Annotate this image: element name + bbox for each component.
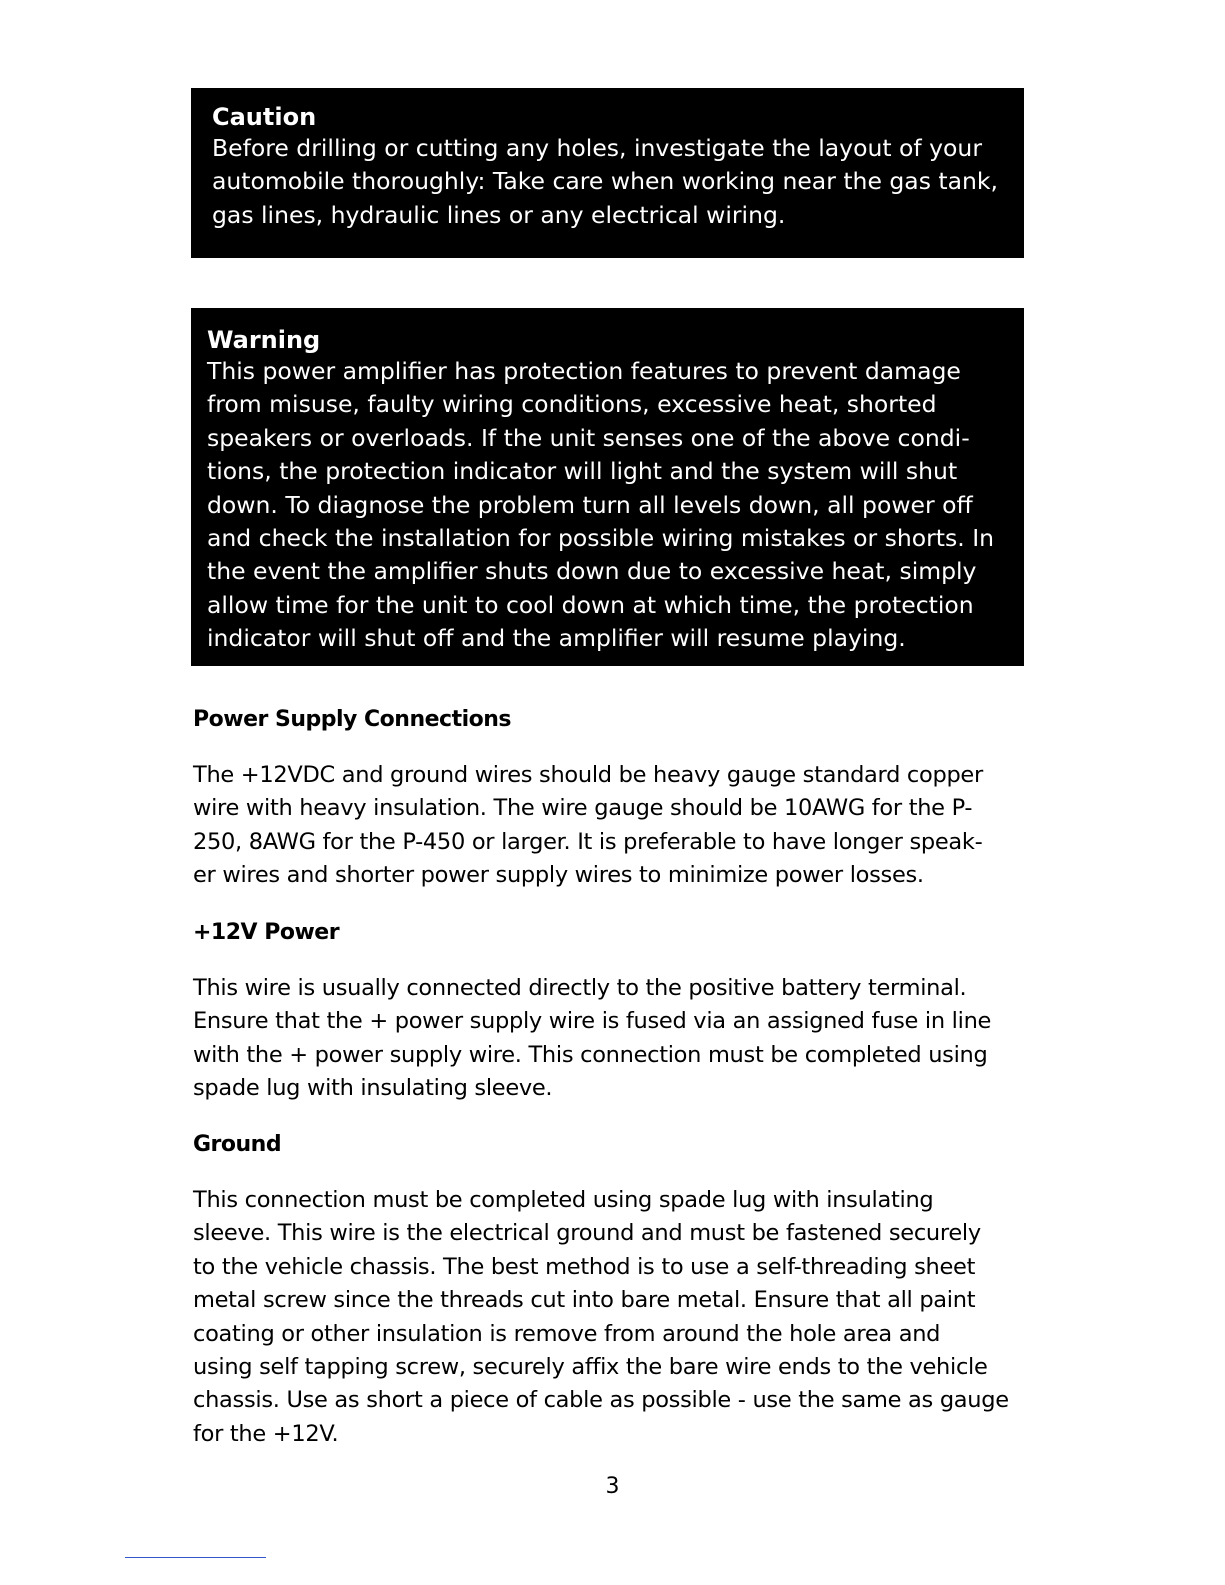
caution-title: Caution [212, 103, 317, 131]
warning-text [207, 355, 1024, 656]
text-line: the event the amplifier shuts down due to excessive heat, simply [207, 557, 977, 586]
section-heading: +12V Power [193, 920, 340, 945]
text-line: 250, 8AWG for the P-450 or larger. It is preferable to have longer speak- [193, 828, 983, 855]
text-line: Ensure that the + power supply wire is fused via an assigned fuse in line [193, 1008, 992, 1035]
text-line: tions, the protection indicator will light and the system will shut [207, 457, 958, 486]
section-body [193, 1184, 1033, 1451]
page-number: 3 [605, 1474, 620, 1499]
text-line: The +12VDC and ground wires should be heavy gauge standard copper [193, 762, 983, 788]
text-line: Before drilling or cutting any holes, investigate the layout of your [212, 134, 982, 162]
warning-box [191, 308, 1024, 666]
section-heading: Power Supply Connections [193, 707, 512, 732]
text-line: sleeve. This wire is the electrical ground and must be fastened securely [193, 1220, 981, 1247]
text-line: with the + power supply wire. This connection must be completed using [193, 1041, 988, 1068]
warning-title: Warning [207, 326, 321, 354]
section-ground [193, 1130, 1033, 1451]
text-line: metal screw since the threads cut into bare metal. Ensure that all paint [193, 1287, 976, 1314]
text-line: automobile thoroughly: Take care when working near the gas tank, [212, 167, 998, 196]
text-line: allow time for the unit to cool down at which time, the protection [207, 590, 974, 619]
text-line: using self tapping screw, securely affix the bare wire ends to the vehicle [193, 1354, 988, 1381]
text-line: and check the installation for possible wiring mistakes or shorts. In [207, 524, 995, 553]
text-line: indicator will shut off and the amplifier will resume playing. [207, 624, 906, 653]
section-12v-power [193, 918, 1033, 1106]
text-line: for the +12V. [193, 1420, 339, 1447]
text-line: gas lines, hydraulic lines or any electrical wiring. [212, 200, 786, 229]
text-line: This power amplifier has protection features to prevent damage [207, 357, 961, 385]
text-line: chassis. Use as short a piece of cable as possible - use the same as gauge [193, 1387, 1009, 1414]
text-line: This connection must be completed using spade lug with insulating [193, 1187, 934, 1213]
text-line: This wire is usually connected directly to the positive battery terminal. [193, 975, 967, 1001]
footer-divider [125, 1557, 266, 1558]
caution-text [212, 132, 1024, 232]
text-line: er wires and shorter power supply wires to minimize power losses. [193, 862, 924, 889]
text-line: down. To diagnose the problem turn all levels down, all power off [207, 490, 973, 519]
section-power-supply-connections [193, 705, 1033, 893]
text-line: spade lug with insulating sleeve. [193, 1075, 553, 1102]
text-line: from misuse, faulty wiring conditions, excessive heat, shorted [207, 390, 937, 419]
text-line: speakers or overloads. If the unit senses one of the above condi- [207, 423, 970, 452]
section-heading: Ground [193, 1132, 282, 1157]
text-line: wire with heavy insulation. The wire gauge should be 10AWG for the P- [193, 795, 973, 822]
text-line: coating or other insulation is remove from around the hole area and [193, 1320, 941, 1347]
section-body [193, 759, 1033, 893]
text-line: to the vehicle chassis. The best method is to use a self-threading sheet [193, 1253, 976, 1280]
caution-box [191, 88, 1024, 258]
section-body [193, 972, 1033, 1106]
